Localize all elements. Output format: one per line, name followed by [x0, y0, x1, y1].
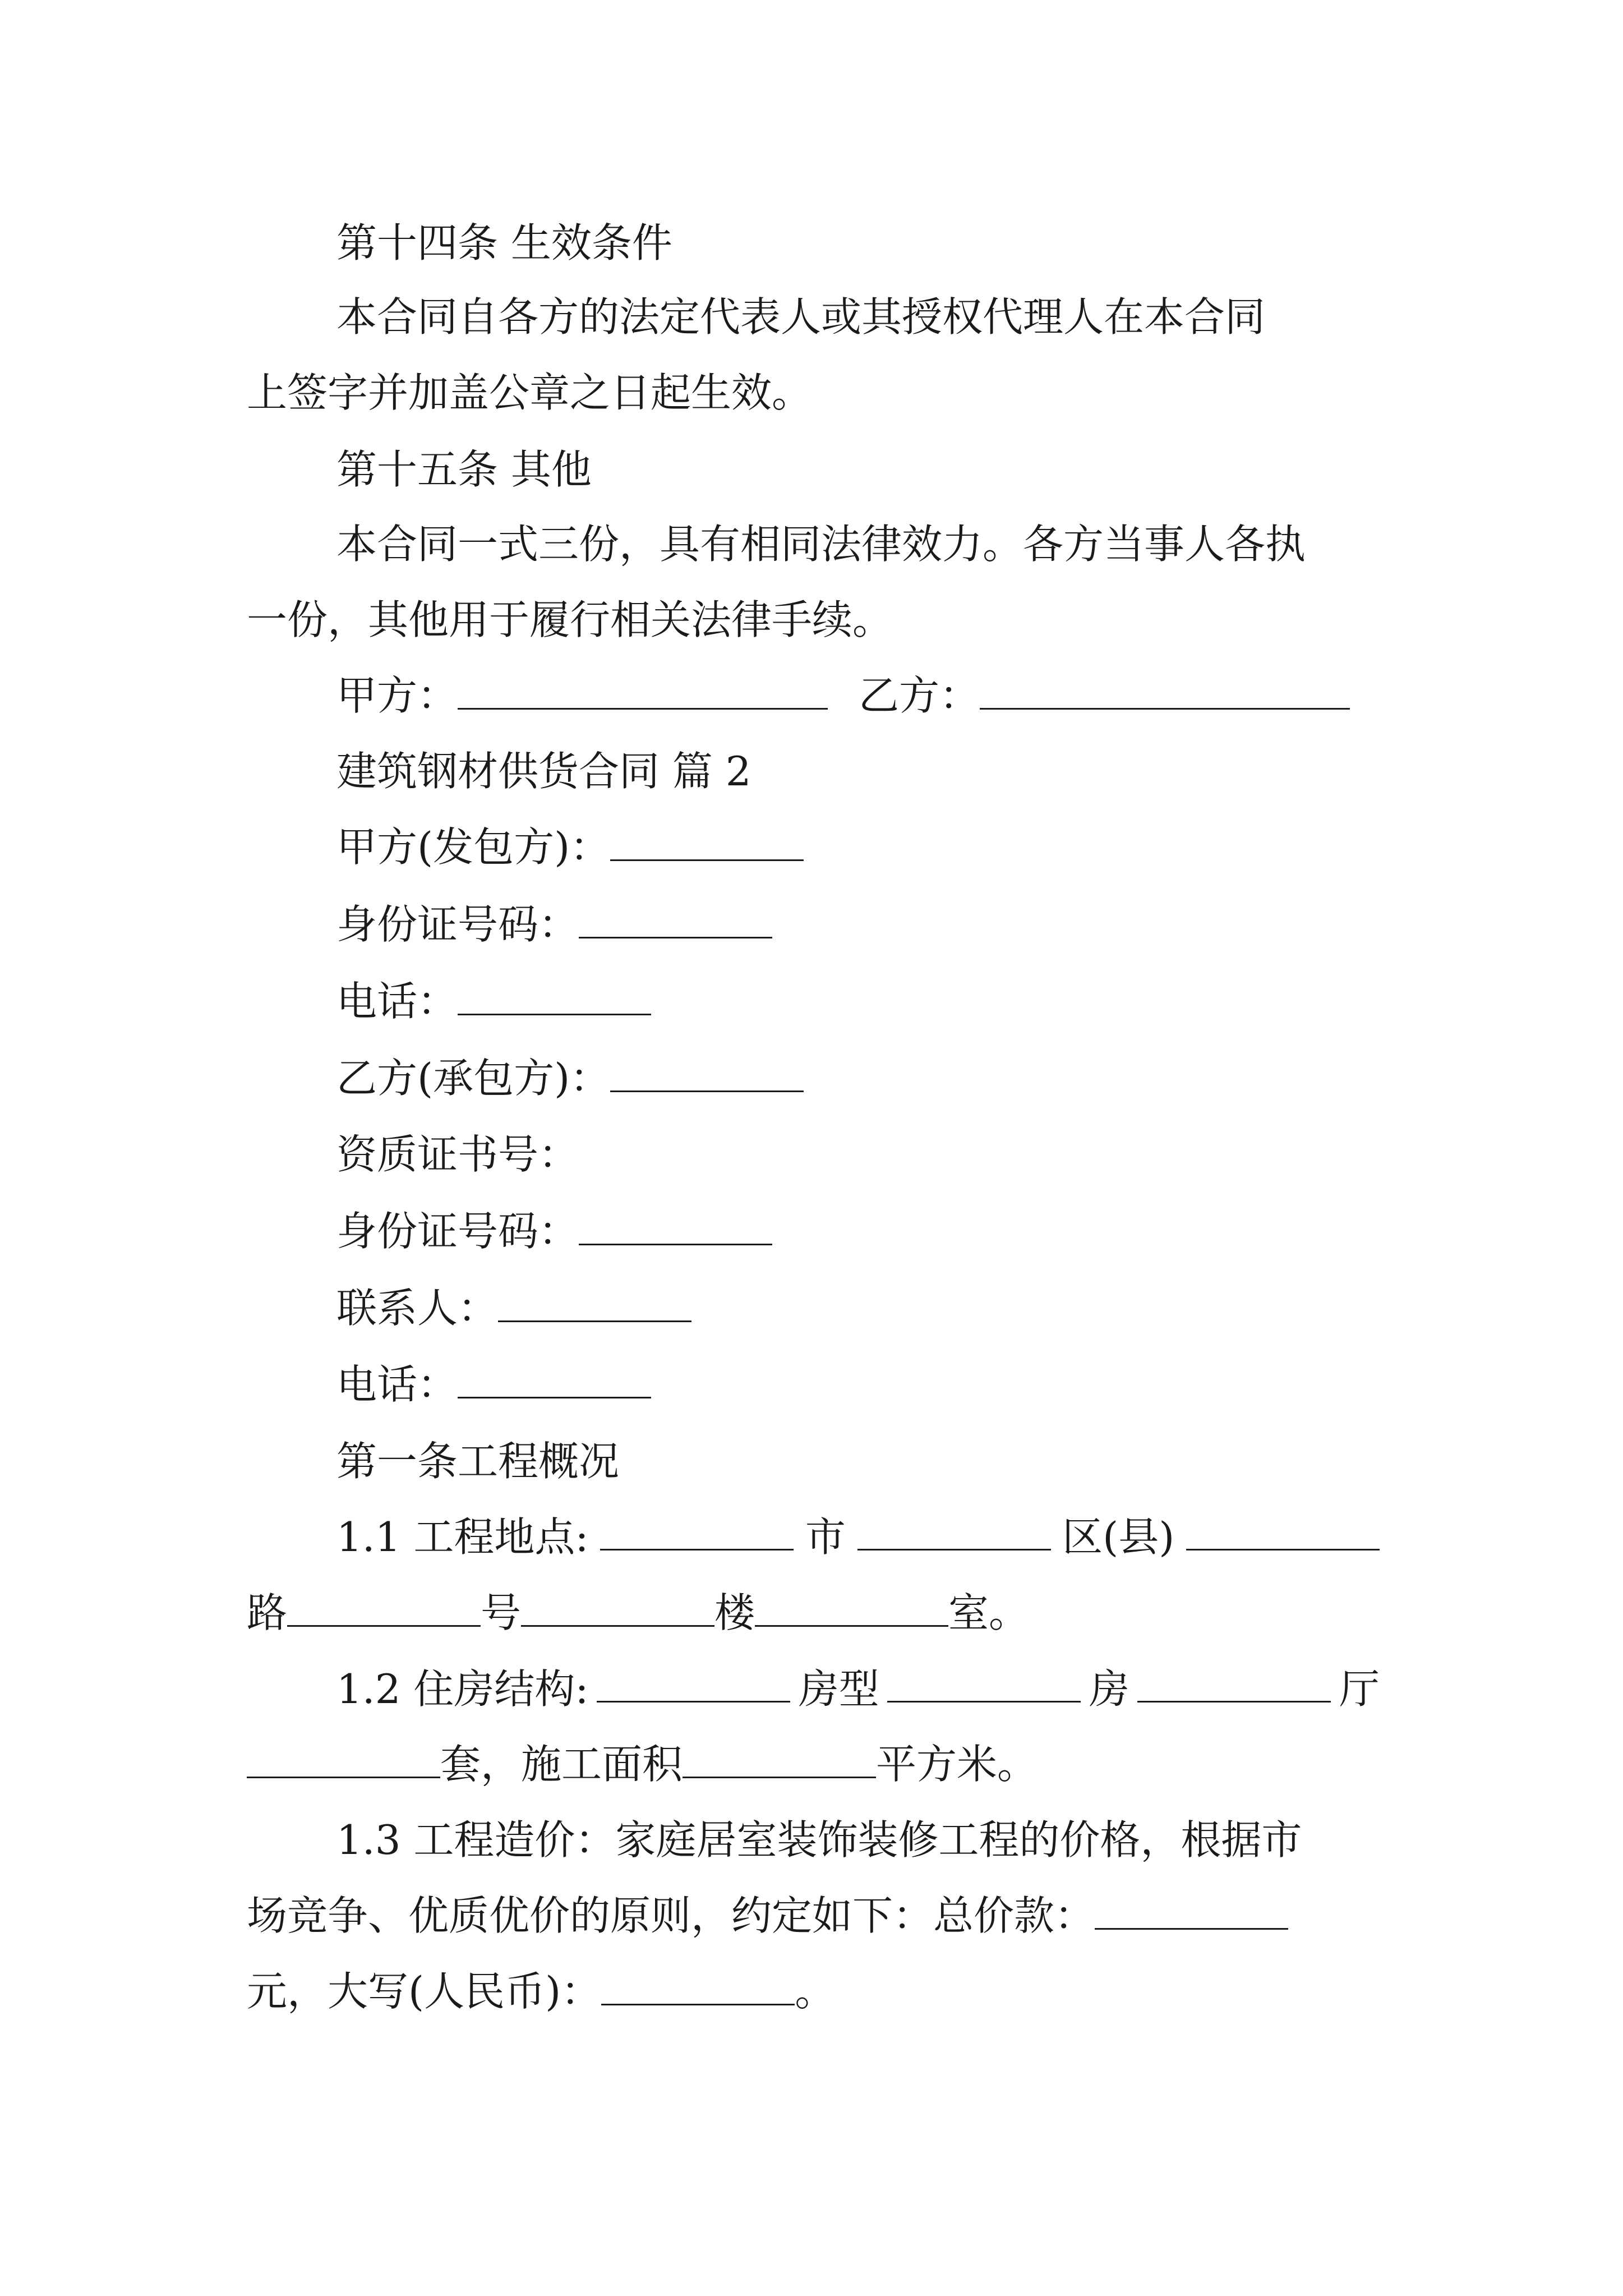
room-blank[interactable] — [755, 1588, 948, 1627]
article-14-body-line-1: 本合同自各方的法定代表人或其授权代理人在本合同 — [336, 293, 1266, 341]
district-blank[interactable] — [857, 1512, 1051, 1550]
employer-phone-line — [336, 976, 651, 1027]
rooms-blank[interactable] — [887, 1664, 1081, 1703]
employer-phone-blank[interactable] — [458, 977, 651, 1015]
structure-line-1 — [336, 1664, 1380, 1714]
article-15-body-line-2: 一份，其他用于履行相关法律手续。 — [247, 596, 893, 643]
employer-id-line — [336, 899, 772, 950]
contractor-id-blank[interactable] — [579, 1207, 772, 1245]
number-blank[interactable] — [287, 1588, 481, 1627]
contractor-label: 乙方(承包方)： — [336, 1055, 611, 1102]
halls-label: 厅 — [1339, 1665, 1380, 1713]
employer-blank[interactable] — [610, 822, 804, 861]
contractor-id-line — [336, 1206, 772, 1257]
contact-line — [336, 1283, 691, 1333]
article-15-title: 第十五条 其他 — [336, 446, 592, 493]
house-type-label: 房型 — [798, 1665, 879, 1713]
area-blank[interactable] — [683, 1740, 876, 1778]
employer-id-blank[interactable] — [579, 900, 772, 938]
sets-blank[interactable] — [247, 1740, 440, 1778]
location-label: 1.1 工程地点: — [336, 1513, 589, 1561]
location-line-1 — [336, 1512, 1380, 1562]
cost-line-2 — [247, 1890, 1288, 1941]
city-blank[interactable] — [600, 1512, 794, 1550]
party-b-sign-blank[interactable] — [980, 671, 1350, 710]
party-a-sign-label: 甲方： — [336, 672, 458, 719]
party-b-sign-label: 乙方： — [859, 672, 980, 719]
cost-line-1: 1.3 工程造价：家庭居室装饰装修工程的价格，根据市 — [336, 1816, 1302, 1864]
cost-line-3-text: 元，大写(人民币)： — [247, 1968, 602, 2015]
sqm-label: 平方米。 — [876, 1741, 1038, 1788]
cost-line-3 — [247, 1966, 835, 2017]
sets-label: 套，施工面积 — [440, 1741, 683, 1788]
structure-label: 1.2 住房结构: — [336, 1665, 589, 1713]
employer-id-label: 身份证号码： — [336, 901, 579, 948]
section-title: 建筑钢材供货合同 篇 2 — [336, 748, 751, 795]
contractor-phone-label: 电话： — [336, 1361, 458, 1408]
road-label: 路 — [247, 1589, 288, 1636]
contractor-phone-blank[interactable] — [458, 1360, 651, 1398]
cost-line-2-text: 场竞争、优质优价的原则，约定如下：总价款： — [247, 1892, 1095, 1939]
contractor-id-label: 身份证号码： — [336, 1208, 579, 1255]
cost-line-3-end: 。 — [795, 1968, 836, 2015]
building-label: 楼 — [714, 1589, 755, 1636]
article-14-body-line-2: 上签字并加盖公章之日起生效。 — [247, 369, 813, 416]
number-label: 号 — [481, 1589, 522, 1636]
structure-blank[interactable] — [597, 1664, 790, 1703]
city-label: 市 — [805, 1513, 846, 1561]
employer-label: 甲方(发包方)： — [336, 823, 611, 871]
contact-label: 联系人： — [336, 1285, 499, 1332]
location-line-2 — [247, 1588, 1029, 1638]
road-blank[interactable] — [1186, 1512, 1380, 1550]
employer-phone-label: 电话： — [336, 978, 458, 1025]
room-label: 室。 — [948, 1589, 1030, 1636]
contractor-blank[interactable] — [610, 1053, 804, 1092]
building-blank[interactable] — [521, 1588, 714, 1627]
qualification-line: 资质证书号： — [336, 1131, 579, 1178]
contractor-phone-line — [336, 1359, 651, 1410]
employer-line — [336, 822, 804, 872]
article-15-body-line-1: 本合同一式三份，具有相同法律效力。各方当事人各执 — [336, 521, 1306, 568]
rooms-label: 房 — [1089, 1665, 1129, 1713]
structure-line-2 — [247, 1739, 1038, 1789]
contractor-line — [336, 1053, 804, 1103]
district-label: 区(县) — [1062, 1513, 1175, 1561]
article-1-title: 第一条工程概况 — [336, 1438, 620, 1485]
article-14-title: 第十四条 生效条件 — [336, 219, 672, 266]
party-a-sign-blank[interactable] — [458, 671, 828, 710]
halls-blank[interactable] — [1137, 1664, 1331, 1703]
total-price-blank[interactable] — [1095, 1891, 1288, 1930]
contact-blank[interactable] — [498, 1283, 691, 1322]
signature-line — [336, 670, 1350, 721]
price-in-words-blank[interactable] — [601, 1967, 795, 2005]
